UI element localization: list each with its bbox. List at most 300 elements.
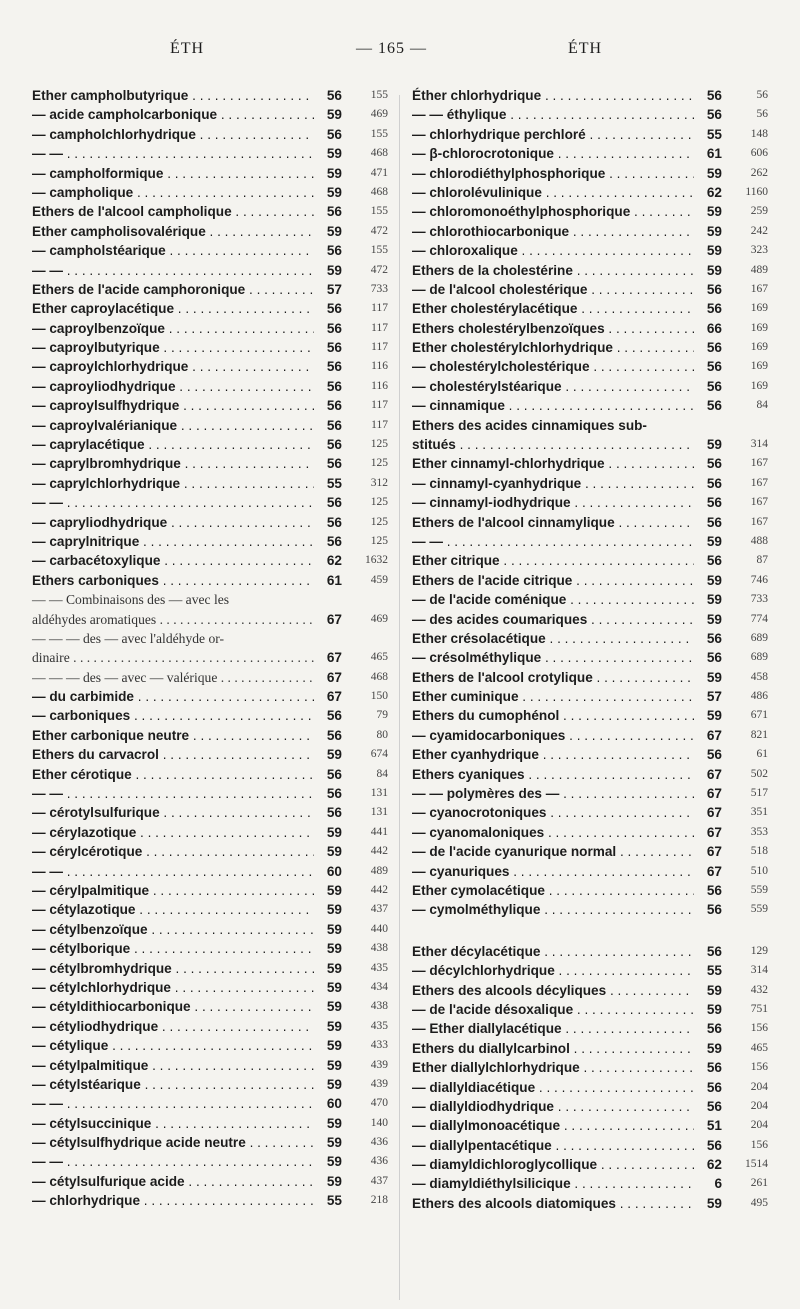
header-left: ÉTH: [170, 40, 205, 57]
entry-volume: 67: [706, 786, 722, 802]
index-entry: [32, 959, 388, 978]
entry-name: — cyamidocarboniques . . .: [412, 726, 694, 745]
entry-volume: 59: [326, 824, 342, 840]
entry-page: 502: [750, 767, 768, 780]
entry-volume: 59: [706, 592, 722, 608]
entry-page: 204: [750, 1099, 768, 1112]
entry-name: — des acides coumariques . . .: [412, 610, 694, 629]
index-entry: [412, 144, 768, 163]
index-entry: [412, 241, 768, 260]
entry-volume: 56: [706, 630, 722, 646]
index-entry: [412, 1194, 768, 1213]
entry-volume: 67: [706, 824, 722, 840]
entry-volume: 59: [326, 747, 342, 763]
entry-volume: 67: [706, 727, 722, 743]
entry-volume: 61: [326, 572, 342, 588]
entry-page: 56: [756, 88, 768, 101]
entry-page: 169: [750, 341, 768, 354]
entry-name: — caprylnitrique . . .: [32, 532, 314, 551]
entry-volume: 56: [326, 708, 342, 724]
entry-page: 468: [370, 147, 388, 160]
entry-name: Ethers du diallylcarbinol . . .: [412, 1039, 694, 1058]
entry-name: dinaire . . .: [32, 648, 314, 667]
entry-name: — caprylacétique . . .: [32, 435, 314, 454]
entry-volume: 55: [326, 475, 342, 491]
index-entry: [32, 978, 388, 997]
entry-first-line: — — Combinaisons des — avec les: [32, 592, 230, 608]
entry-volume: 59: [326, 165, 342, 181]
entry-page: 458: [750, 670, 768, 683]
entry-volume: 59: [326, 979, 342, 995]
entry-volume: 59: [326, 262, 342, 278]
entry-name: Ethers de l'alcool crotylique . . .: [412, 668, 694, 687]
index-entry: [32, 493, 388, 512]
entry-name: Ether crésolacétique . . .: [412, 629, 694, 648]
entry-page: 259: [750, 205, 768, 218]
entry-name: Ether carbonique neutre . . .: [32, 726, 314, 745]
entry-name: Ethers de l'alcool cinnamylique . . .: [412, 513, 694, 532]
entry-volume: 59: [326, 902, 342, 918]
entry-volume: 56: [326, 727, 342, 743]
entry-page: 465: [370, 651, 388, 664]
index-entry: [412, 648, 768, 667]
entry-name: — cétylsuccinique . . .: [32, 1114, 314, 1133]
index-entry: [32, 1094, 388, 1113]
index-entry: [32, 1114, 388, 1133]
entry-name: — — . . .: [32, 1152, 314, 1171]
entry-page: 116: [371, 360, 388, 373]
entry-volume: 59: [706, 223, 722, 239]
index-entry: [32, 1191, 388, 1210]
entry-page: 323: [750, 244, 768, 257]
index-entry: [412, 1174, 768, 1193]
index-entry: [32, 687, 388, 706]
entry-name: — — polymères des — . . .: [412, 784, 694, 803]
index-entry: [412, 435, 768, 454]
entry-page: 489: [370, 864, 388, 877]
index-entry: [32, 125, 388, 144]
entry-page: 489: [750, 263, 768, 276]
entry-name: Éther chlorhydrique . . .: [412, 86, 694, 105]
entry-volume: 67: [326, 611, 342, 627]
entry-page: 469: [370, 612, 388, 625]
entry-name: Ethers de l'acide citrique . . .: [412, 571, 694, 590]
entry-page: 434: [370, 980, 388, 993]
entry-page: 470: [370, 1097, 388, 1110]
index-entry: [412, 280, 768, 299]
entry-name: — — . . .: [32, 261, 314, 280]
entry-page: 559: [750, 903, 768, 916]
index-entry: [412, 261, 768, 280]
index-entry: [32, 261, 388, 280]
entry-page: 204: [750, 1119, 768, 1132]
entry-name: — diallyldiodhydrique . . .: [412, 1097, 694, 1116]
index-entry: [412, 900, 768, 919]
entry-page: 261: [750, 1177, 768, 1190]
entry-name: — diamyldiéthylsilicique . . .: [412, 1174, 694, 1193]
index-entry: [32, 202, 388, 221]
entry-page: 468: [370, 670, 388, 683]
entry-volume: 59: [706, 165, 722, 181]
index-entry: [412, 745, 768, 764]
index-entry: [412, 823, 768, 842]
entry-volume: 56: [326, 786, 342, 802]
index-entry: [32, 881, 388, 900]
entry-page: 156: [750, 1138, 768, 1151]
entry-volume: 62: [706, 1157, 722, 1173]
index-entry: [412, 1000, 768, 1019]
entry-page: 468: [370, 185, 388, 198]
index-entry: [32, 997, 388, 1016]
entry-volume: 56: [706, 747, 722, 763]
index-entry: [412, 454, 768, 473]
entry-page: 495: [750, 1196, 768, 1209]
entry-page: 472: [370, 263, 388, 276]
entry-page: 129: [750, 944, 768, 957]
entry-volume: 56: [706, 359, 722, 375]
entry-name: — carboniques . . .: [32, 706, 314, 725]
entry-volume: 56: [706, 87, 722, 103]
index-entry: [412, 1019, 768, 1038]
index-entry: [32, 668, 388, 687]
index-entry: [32, 765, 388, 784]
index-entry: [412, 881, 768, 900]
index-entry: [412, 125, 768, 144]
index-entry: [32, 862, 388, 881]
entry-name: stitués . . .: [412, 435, 694, 454]
entry-page: 441: [370, 825, 388, 838]
entry-name: Ethers du carvacrol . . .: [32, 745, 314, 764]
entry-page: 218: [370, 1194, 388, 1207]
entry-name: — cétylbenzoïque . . .: [32, 920, 314, 939]
index-entry: [412, 981, 768, 1000]
entry-name: — du carbimide . . .: [32, 687, 314, 706]
header-right: ÉTH: [568, 40, 603, 57]
entry-name: Ethers de la cholestérine . . .: [412, 261, 694, 280]
entry-name: — caproylsulfhydrique . . .: [32, 396, 314, 415]
entry-volume: 59: [706, 243, 722, 259]
entry-first-line: — — — des — avec l'aldéhyde or-: [32, 630, 225, 646]
index-entry: [32, 1056, 388, 1075]
entry-name: Ether cinnamyl-chlorhydrique . . .: [412, 454, 694, 473]
entry-page: 117: [371, 302, 388, 315]
entry-name: Ethers des alcools diatomiques . . .: [412, 1194, 694, 1213]
index-entry: [32, 532, 388, 551]
index-entry: [412, 1058, 768, 1077]
index-entry: [412, 105, 768, 124]
entry-page: 472: [370, 224, 388, 237]
entry-volume: 59: [326, 844, 342, 860]
entry-page: 156: [750, 1022, 768, 1035]
entry-name: — — éthylique . . .: [412, 105, 694, 124]
entry-volume: 67: [706, 863, 722, 879]
entry-page: 140: [370, 1116, 388, 1129]
entry-name: — cinnamique . . .: [412, 396, 694, 415]
entry-page: 439: [370, 1058, 388, 1071]
entry-page: 80: [376, 728, 388, 741]
entry-name: — cérotylsulfurique . . .: [32, 803, 314, 822]
entry-page: 1160: [745, 185, 768, 198]
entry-volume: 59: [326, 999, 342, 1015]
entry-page: 117: [371, 341, 388, 354]
entry-name: — — . . .: [412, 532, 694, 551]
index-entry: [32, 823, 388, 842]
entry-page: 169: [750, 321, 768, 334]
index-entry: [412, 1097, 768, 1116]
entry-page: 671: [750, 709, 768, 722]
index-entry: [32, 803, 388, 822]
entry-volume: 59: [326, 1057, 342, 1073]
entry-volume: 60: [326, 1096, 342, 1112]
index-entry: [32, 396, 388, 415]
entry-page: 488: [750, 534, 768, 547]
entry-name: Ether campholbutyrique . . .: [32, 86, 314, 105]
entry-name: — — . . .: [32, 144, 314, 163]
entry-page: 169: [750, 360, 768, 373]
entry-page: 167: [750, 496, 768, 509]
entry-volume: 56: [706, 1098, 722, 1114]
entry-page: 314: [750, 438, 768, 451]
entry-name: — cétylbromhydrique . . .: [32, 959, 314, 978]
entry-page: 262: [750, 166, 768, 179]
entry-name: Ether cuminique . . .: [412, 687, 694, 706]
index-entry: [32, 377, 388, 396]
index-entry: [32, 1172, 388, 1191]
entry-page: 689: [750, 631, 768, 644]
entry-volume: 56: [706, 378, 722, 394]
index-entry: [412, 493, 768, 512]
entry-volume: 56: [706, 514, 722, 530]
column-divider: [399, 95, 400, 1300]
entry-page: 439: [370, 1077, 388, 1090]
entry-volume: 56: [706, 1021, 722, 1037]
entry-page: 314: [750, 964, 768, 977]
index-entry: [412, 338, 768, 357]
entry-volume: 57: [706, 689, 722, 705]
entry-volume: 6: [714, 1176, 722, 1192]
entry-page: 517: [750, 787, 768, 800]
entry-page: 155: [370, 127, 388, 140]
entry-page: 353: [750, 825, 768, 838]
entry-volume: 59: [326, 1018, 342, 1034]
entry-page: 155: [370, 244, 388, 257]
entry-name: — — . . .: [32, 862, 314, 881]
right-column: [412, 86, 768, 1213]
index-entry: [412, 765, 768, 784]
entry-volume: 56: [706, 883, 722, 898]
left-column: [32, 86, 388, 1211]
entry-page: 155: [370, 88, 388, 101]
entry-name: — cérylcérotique . . .: [32, 842, 314, 861]
entry-volume: 59: [326, 883, 342, 898]
index-entry: [32, 707, 388, 726]
entry-page: 437: [370, 903, 388, 916]
entry-name: — chloromonoéthylphosphorique . . .: [412, 202, 694, 221]
entry-name: — cétyldithiocarbonique . . .: [32, 997, 314, 1016]
index-entry: [32, 357, 388, 376]
entry-volume: 67: [706, 844, 722, 860]
entry-name: — — . . .: [32, 493, 314, 512]
entry-page: 510: [750, 864, 768, 877]
entry-name: — cétylchlorhydrique . . .: [32, 978, 314, 997]
entry-volume: 56: [706, 340, 722, 356]
entry-name: — caproylbenzoïque . . .: [32, 319, 314, 338]
index-entry: [32, 1133, 388, 1152]
entry-name: Ethers des alcools décyliques . . .: [412, 981, 694, 1000]
index-entry: [412, 590, 768, 609]
entry-volume: 67: [706, 766, 722, 782]
entry-page: 438: [370, 1000, 388, 1013]
entry-name: Ether cholestérylchlorhydrique . . .: [412, 338, 694, 357]
index-entry: [412, 357, 768, 376]
entry-page: 435: [370, 961, 388, 974]
index-entry: [32, 105, 388, 124]
index-entry: [32, 435, 388, 454]
entry-name: aldéhydes aromatiques . . .: [32, 610, 314, 629]
entry-page: 84: [376, 767, 388, 780]
page-header: [0, 40, 800, 70]
index-entry: [32, 454, 388, 473]
entry-name: — chlorothiocarbonique . . .: [412, 222, 694, 241]
entry-volume: 56: [706, 553, 722, 569]
index-entry: [32, 241, 388, 260]
entry-volume: 67: [706, 805, 722, 821]
entry-volume: 59: [326, 1173, 342, 1189]
entry-name: — caproylvalérianique . . .: [32, 416, 314, 435]
entry-name: — chlorhydrique perchloré . . .: [412, 125, 694, 144]
entry-name: — campholformique . . .: [32, 164, 314, 183]
entry-name: Ethers carboniques . . .: [32, 571, 314, 590]
index-entry: [412, 222, 768, 241]
entry-name: — cétylazotique . . .: [32, 900, 314, 919]
entry-volume: 56: [326, 533, 342, 549]
entry-name: — cétylsulfhydrique acide neutre . . .: [32, 1133, 314, 1152]
entry-volume: 59: [326, 223, 342, 239]
index-entry-multiline: [412, 416, 768, 455]
entry-page: 61: [756, 748, 768, 761]
entry-name: — diallylmonoacétique . . .: [412, 1116, 694, 1135]
index-entry: [412, 1136, 768, 1155]
entry-name: Ether cérotique . . .: [32, 765, 314, 784]
entry-volume: 56: [326, 243, 342, 259]
index-entry: [412, 474, 768, 493]
entry-page: 436: [370, 1136, 388, 1149]
index-entry-multiline: [32, 629, 388, 668]
entry-name: — caprylchlorhydrique . . .: [32, 474, 314, 493]
entry-volume: 56: [706, 1079, 722, 1095]
entry-volume: 59: [706, 204, 722, 220]
entry-page: 167: [750, 476, 768, 489]
index-entry: [412, 551, 768, 570]
entry-volume: 62: [326, 553, 342, 569]
entry-volume: 56: [706, 650, 722, 666]
index-entry: [32, 280, 388, 299]
index-entry: [32, 416, 388, 435]
index-entry: [32, 610, 388, 629]
index-entry: [32, 183, 388, 202]
entry-name: — cyanocrotoniques . . .: [412, 803, 694, 822]
entry-page: 125: [370, 534, 388, 547]
index-entry: [412, 668, 768, 687]
entry-name: — cymolméthylique . . .: [412, 900, 694, 919]
index-entry: [412, 532, 768, 551]
entry-volume: 59: [326, 107, 342, 123]
index-entry: [412, 803, 768, 822]
entry-volume: 55: [706, 963, 722, 979]
entry-name: — caproyliodhydrique . . .: [32, 377, 314, 396]
entry-page: 442: [370, 845, 388, 858]
entry-page: 1514: [745, 1158, 768, 1171]
entry-page: 436: [370, 1155, 388, 1168]
entry-page: 87: [756, 554, 768, 567]
entry-name: — de l'acide cyanurique normal . . .: [412, 842, 694, 861]
entry-volume: 59: [326, 1038, 342, 1054]
entry-page: 312: [370, 476, 388, 489]
entry-name: — acide campholcarbonique . . .: [32, 105, 314, 124]
index-entry: [412, 377, 768, 396]
index-entry: [32, 920, 388, 939]
entry-volume: 61: [706, 146, 722, 162]
index-entry: [412, 610, 768, 629]
entry-volume: 56: [706, 1060, 722, 1076]
entry-volume: 62: [706, 184, 722, 200]
entry-volume: 59: [706, 262, 722, 278]
index-entry: [412, 396, 768, 415]
entry-volume: 56: [326, 398, 342, 414]
entry-name: — cérylpalmitique . . .: [32, 881, 314, 900]
entry-volume: 56: [706, 495, 722, 511]
entry-page: 440: [370, 922, 388, 935]
entry-name: — de l'alcool cholestérique . . .: [412, 280, 694, 299]
entry-volume: 59: [326, 146, 342, 162]
entry-page: 442: [370, 884, 388, 896]
index-entry: [32, 144, 388, 163]
entry-page: 242: [750, 224, 768, 237]
entry-volume: 56: [706, 902, 722, 918]
entry-name: — de l'acide coménique . . .: [412, 590, 694, 609]
index-entry: [412, 707, 768, 726]
entry-page: 56: [756, 108, 768, 121]
index-entry: [32, 726, 388, 745]
entry-name: — campholique . . .: [32, 183, 314, 202]
page-number: — 165 —: [356, 40, 427, 57]
entry-name: Ethers cholestérylbenzoïques . . .: [412, 319, 694, 338]
index-entry: [32, 1075, 388, 1094]
entry-volume: 56: [706, 301, 722, 317]
index-entry: [32, 784, 388, 803]
entry-page: 437: [370, 1174, 388, 1187]
entry-volume: 59: [326, 960, 342, 976]
index-entry: [412, 513, 768, 532]
entry-volume: 59: [706, 669, 722, 685]
entry-volume: 59: [706, 611, 722, 627]
index-entry: [32, 648, 388, 667]
entry-name: — β-chlorocrotonique . . .: [412, 144, 694, 163]
index-entry: [412, 183, 768, 202]
index-entry: [32, 474, 388, 493]
entry-volume: 56: [326, 456, 342, 472]
entry-volume: 59: [326, 1135, 342, 1151]
entry-volume: 56: [706, 107, 722, 123]
index-entry: [32, 1152, 388, 1171]
entry-name: — caproylbutyrique . . .: [32, 338, 314, 357]
index-entry: [412, 1078, 768, 1097]
entry-volume: 57: [326, 281, 342, 297]
entry-name: — diallylpentacétique . . .: [412, 1136, 694, 1155]
entry-volume: 56: [326, 87, 342, 103]
entry-page: 1632: [365, 554, 388, 567]
entry-name: — caprylbromhydrique . . .: [32, 454, 314, 473]
